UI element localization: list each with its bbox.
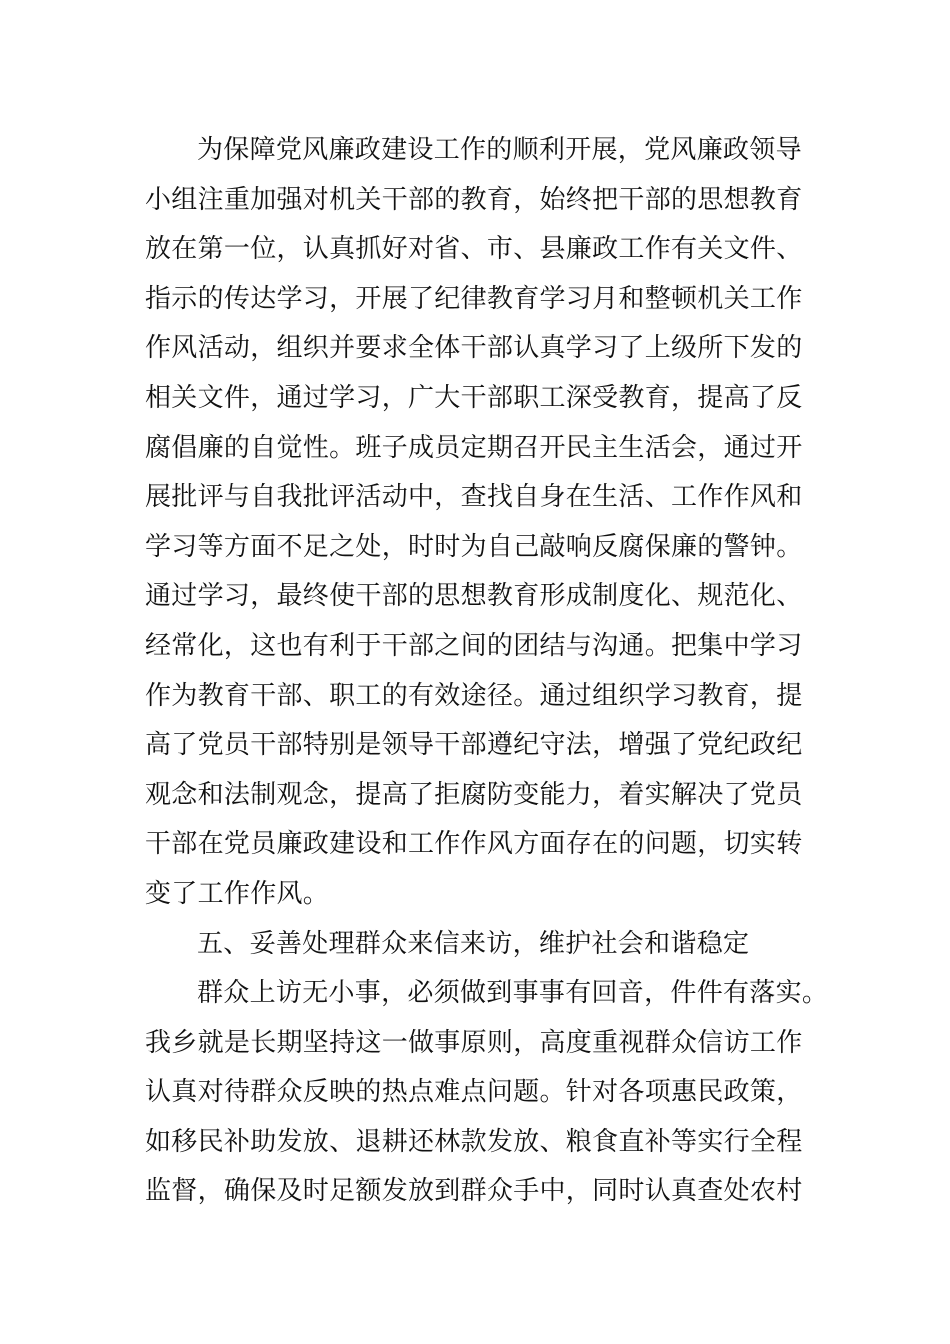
paragraph-line: 相关文件，通过学习，广大干部职工深受教育，提高了反 xyxy=(145,382,803,413)
paragraph-line: 高了党员干部特别是领导干部遵纪守法，增强了党纪政纪 xyxy=(145,730,803,761)
paragraph-line: 放在第一位，认真抓好对省、市、县廉政工作有关文件、 xyxy=(145,234,803,265)
paragraph-line: 观念和法制观念，提高了拒腐防变能力，着实解决了党员 xyxy=(145,779,803,810)
paragraph-line: 通过学习，最终使干部的思想教育形成制度化、规范化、 xyxy=(145,581,803,612)
document-body-text xyxy=(145,126,829,1217)
paragraph-line: 监督，确保及时足额发放到群众手中，同时认真查处农村 xyxy=(145,1176,803,1207)
paragraph-line: 学习等方面不足之处，时时为自己敲响反腐保廉的警钟。 xyxy=(145,531,803,562)
paragraph-line: 认真对待群众反映的热点难点问题。针对各项惠民政策， xyxy=(145,1077,803,1108)
paragraph-line: 变了工作作风。 xyxy=(145,878,330,909)
paragraph-line: 展批评与自我批评活动中，查找自身在生活、工作作风和 xyxy=(145,482,803,513)
paragraph-line: 作为教育干部、职工的有效途径。通过组织学习教育，提 xyxy=(145,680,803,711)
paragraph-line: 腐倡廉的自觉性。班子成员定期召开民主生活会，通过开 xyxy=(145,432,803,463)
paragraph-line: 作风活动，组织并要求全体干部认真学习了上级所下发的 xyxy=(145,333,803,364)
paragraph-line: 指示的传达学习，开展了纪律教育学习月和整顿机关工作 xyxy=(145,283,803,314)
paragraph-line: 干部在党员廉政建设和工作作风方面存在的问题，切实转 xyxy=(145,829,803,860)
paragraph-line: 为保障党风廉政建设工作的顺利开展，党风廉政领导 xyxy=(197,135,802,165)
paragraph-line: 如移民补助发放、退耕还林款发放、粮食直补等实行全程 xyxy=(145,1126,803,1157)
section-heading: 五、妥善处理群众来信来访，维护社会和谐稳定 xyxy=(197,928,750,959)
paragraph-line: 群众上访无小事，必须做到事事有回音，件件有落实。 xyxy=(197,978,829,1009)
paragraph-line: 小组注重加强对机关干部的教育，始终把干部的思想教育 xyxy=(145,184,803,215)
paragraph-line: 我乡就是长期坚持这一做事原则，高度重视群众信访工作 xyxy=(145,1027,803,1058)
paragraph-line: 经常化，这也有利于干部之间的团结与沟通。把集中学习 xyxy=(145,630,803,661)
